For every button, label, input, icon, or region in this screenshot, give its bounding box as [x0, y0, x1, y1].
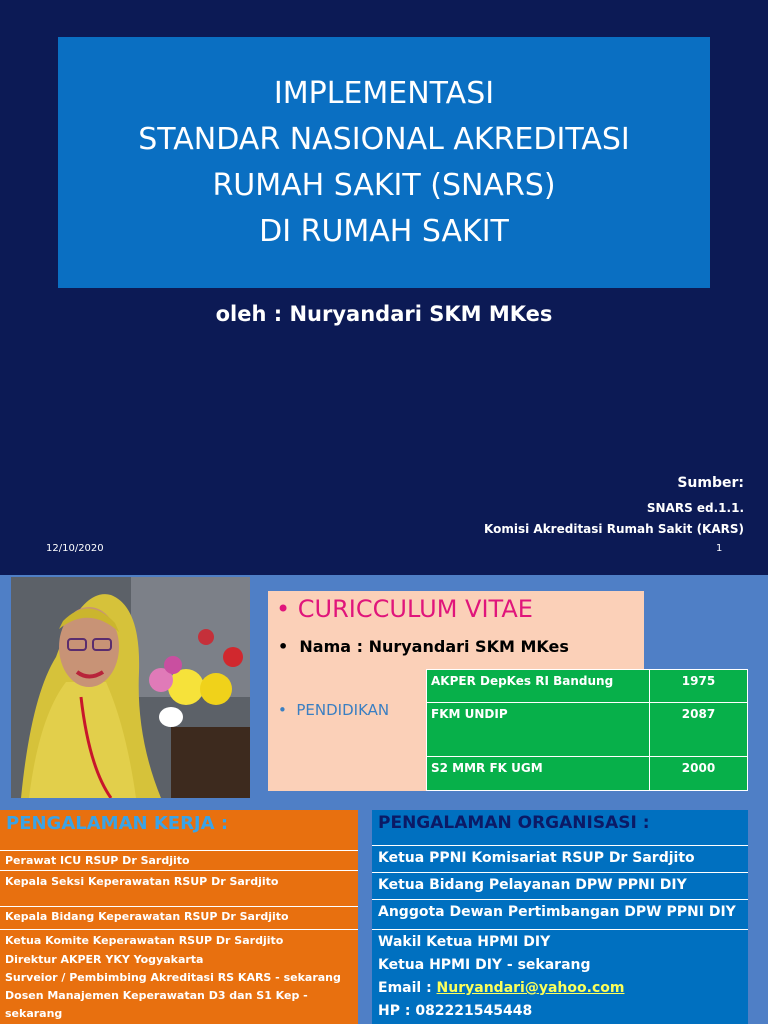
title-line-1: IMPLEMENTASI [273, 75, 495, 111]
list-item: Kepala Seksi Keperawatan RSUP Dr Sardjito [5, 875, 279, 888]
profile-photo [11, 577, 250, 798]
page-number: 1 [716, 543, 723, 554]
list-item: Anggota Dewan Pertimbangan DPW PPNI DIY [378, 904, 736, 920]
work-experience-heading: PENGALAMAN KERJA : [6, 813, 229, 834]
divider [372, 929, 748, 930]
cv-pendidikan-label: PENDIDIKAN [296, 701, 390, 719]
list-item: Dosen Manajemen Keperawatan D3 dan S1 Kep - [5, 989, 308, 1002]
table-row [427, 757, 748, 791]
list-item: Surveior / Pembimbing Akreditasi RS KARS - sekarang [5, 971, 341, 984]
cv-title: • CURICCULUM VITAE [276, 595, 533, 623]
cv-nama-text: Nama : Nuryandari SKM MKes [299, 637, 569, 656]
cv-pendidikan: • PENDIDIKAN [278, 701, 390, 719]
divider [372, 899, 748, 900]
cv-nama: • Nama : Nuryandari SKM MKes [278, 637, 569, 656]
email-label: Email : [378, 980, 437, 996]
table-row [427, 703, 748, 757]
list-item: Direktur AKPER YKY Yogyakarta [5, 953, 204, 966]
organization-experience-box [372, 810, 748, 1024]
sumber-label: Sumber: [677, 475, 744, 491]
title-line-3: RUMAH SAKIT (SNARS) [212, 167, 556, 203]
list-item: Kepala Bidang Keperawatan RSUP Dr Sardjito [5, 910, 289, 923]
list-item: Wakil Ketua HPMI DIY [378, 934, 551, 950]
table-row [427, 670, 748, 703]
education-year: 2000 [650, 757, 748, 791]
slide-date: 12/10/2020 [46, 543, 104, 554]
work-experience-box [0, 810, 358, 1024]
title-line-2: STANDAR NASIONAL AKREDITASI [138, 121, 630, 157]
list-item: sekarang [5, 1007, 63, 1020]
divider [0, 929, 358, 930]
organization-heading: PENGALAMAN ORGANISASI : [378, 813, 650, 833]
profile-photo-illustration [11, 577, 250, 798]
education-school: FKM UNDIP [427, 703, 650, 757]
list-item: Ketua Bidang Pelayanan DPW PPNI DIY [378, 877, 687, 893]
education-table [426, 669, 748, 791]
divider [372, 845, 748, 846]
author-line: oleh : Nuryandari SKM MKes [215, 302, 553, 326]
title-line-4: DI RUMAH SAKIT [259, 213, 509, 249]
education-school: S2 MMR FK UGM [427, 757, 650, 791]
divider [372, 872, 748, 873]
contact-phone: HP : 082221545448 [378, 1003, 533, 1019]
cv-slide [0, 575, 768, 1024]
list-item: Ketua PPNI Komisariat RSUP Dr Sardjito [378, 850, 695, 866]
education-school: AKPER DepKes RI Bandung [427, 670, 650, 703]
source-item: Komisi Akreditasi Rumah Sakit (KARS) [484, 522, 744, 536]
contact-email [378, 980, 624, 996]
cv-title-text: CURICCULUM VITAE [297, 595, 533, 623]
email-link[interactable]: Nuryandari@yahoo.com [436, 980, 625, 996]
divider [0, 906, 358, 907]
source-item: SNARS ed.1.1. [646, 501, 744, 515]
title-box [58, 37, 710, 288]
list-item: Ketua HPMI DIY - sekarang [378, 957, 591, 973]
education-year: 2087 [650, 703, 748, 757]
education-year: 1975 [650, 670, 748, 703]
divider [0, 870, 358, 871]
list-item: Perawat ICU RSUP Dr Sardjito [5, 854, 190, 867]
divider [0, 850, 358, 851]
list-item: Ketua Komite Keperawatan RSUP Dr Sardjito [5, 934, 284, 947]
